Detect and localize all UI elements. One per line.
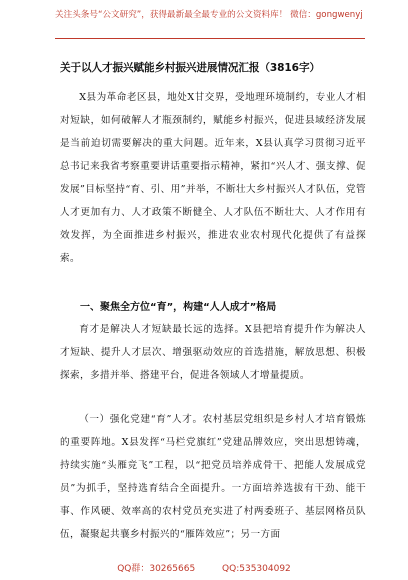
qq-group-label: QQ群：30265665 [117, 564, 196, 574]
footer-contact [0, 561, 408, 574]
section-heading: 一、聚焦全方位“育”，构建“人人成才”格局 [80, 302, 277, 313]
header-divider [55, 38, 365, 39]
qq-label: QQ:535304092 [222, 564, 291, 574]
intro-paragraph: X县为革命老区县，地处X甘交界，受地理环境制约，专业人才相对短缺，如何破解人才瓶颈制约，赋能乡村振兴，促进县域经济发展是当前迫切需要解决的重大问题。近年来，X县认真学习贯彻习近平总书记来我省考察重要讲话重要指示精神，紧扣“兴人才、强支撑、促发展”目标坚持“育、引、用”并举，不断壮大乡村振兴人才队伍，党管人才更加有力、人才政策不断健全、人才队伍不断壮大、人才作用有效发挥，为全面推进乡村振兴，推进农业农村现代化提供了有益探索。 [60, 92, 366, 264]
section-paragraph: 育才是解决人才短缺最长远的选择。X县把培育提升作为解决人才短缺、提升人才层次、增强驱动效应的首选措施，解放思想、积极探索，多措并举、搭建平台，促进各领域人才增量提质。 [60, 324, 366, 381]
subsection-paragraph: （一）强化党建“育”人才。农村基层党组织是乡村人才培育锻炼的重要阵地。X县发挥“马栏党旗红”党建品牌效应，突出思想铸魂，持续实施“头雁竞飞”工程，以“把党员培养成骨干、把能人发展成党员”为抓手，坚持选育结合全面提升。一方面培养选拔有干劲、能干事、作风硬、效率高的农村党员充实进了村两委班子、基层网格员队伍，凝聚起共襄乡村振兴的“雁阵效应”；另一方面 [60, 414, 366, 540]
header-banner: 关注头条号“公文研究”，获得最新最全最专业的公文资料库！ 微信：gongwenyj [55, 10, 363, 20]
document-title: 关于以人才振兴赋能乡村振兴进展情况汇报（3816字） [60, 62, 320, 74]
